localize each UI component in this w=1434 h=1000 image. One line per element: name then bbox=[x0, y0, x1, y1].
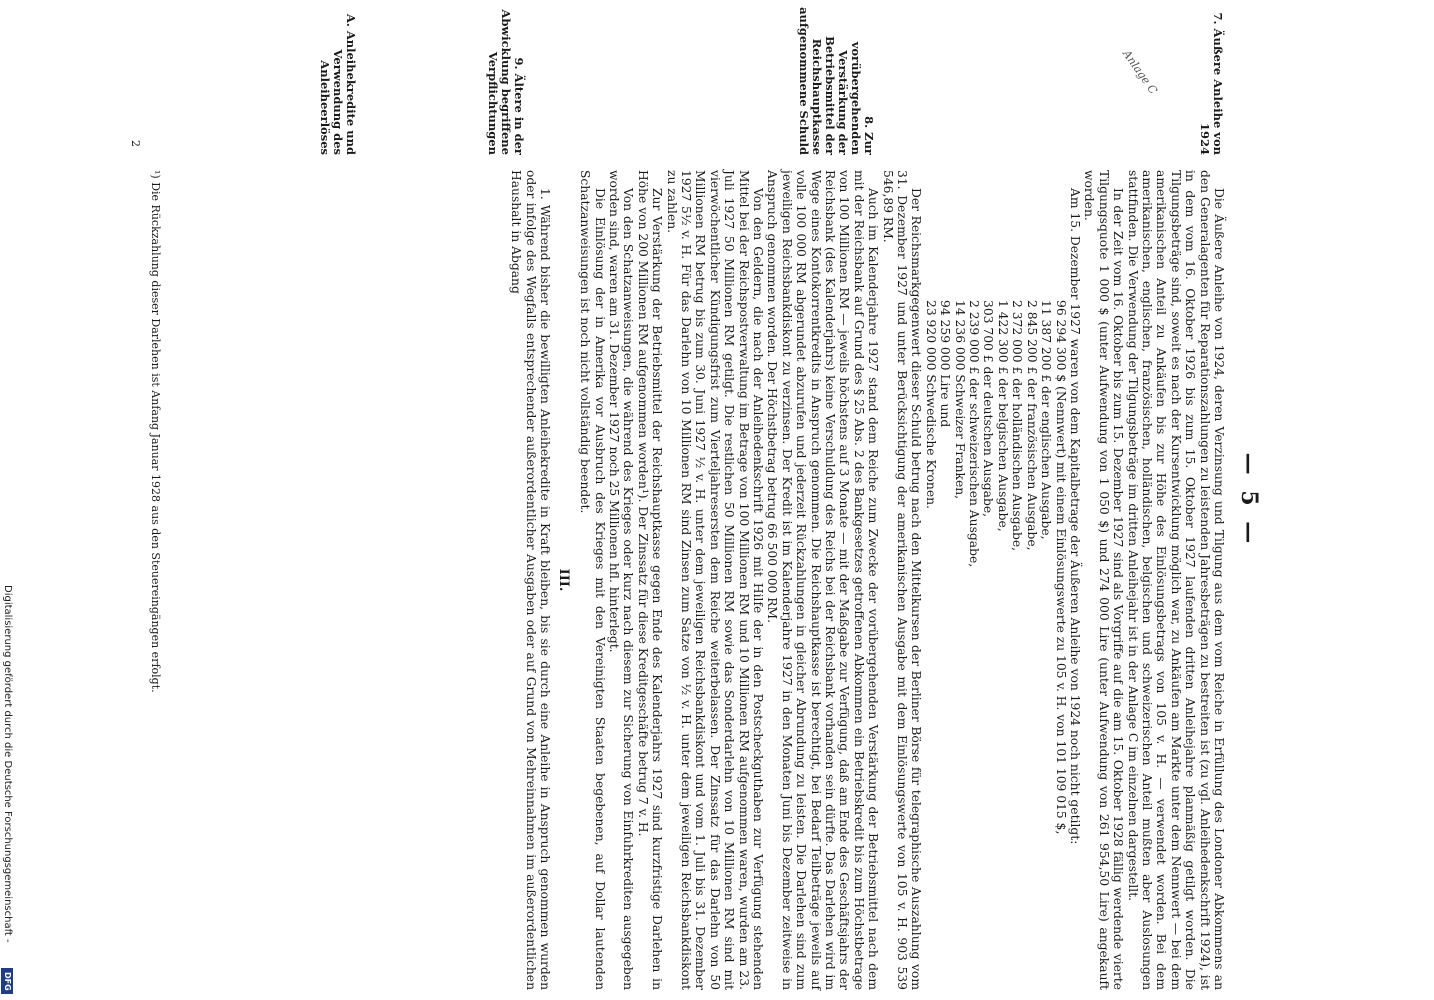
paragraph: Die Äußere Anleihe von 1924, deren Verzinsung und Tilgung aus dem vom Reiche in Erfüllung des Londoner Abkommens an den Generalagenten für Reparationszahlungen zu leistenden Jahresbeträgen zu bestreiten ist (zu vgl. Anleihedenkschrift 1924), ist in dem vom 16. Oktober 1926 bis zum 15. Oktober 1927 laufenden dritten Anleihejahre planmäßig getilgt worden. Die Tilgungsbeträge sind, soweit es nach der Kursentwicklung möglich war, zu Ankäufen am Markte unter dem Nennwert — bei dem amerikanischen Anteil zu Ankäufen bis zur Höhe des Einlösungsbetrags von 105 v. H. — verwendet worden. Bei dem amerikanischen, englischen, französischen, holländischen, belgischen und schweizerischen Anteil mußten aber Auslosungen stattfinden. Die Verwendung der Tilgungsbeträge im dritten Anleihejahr ist in der Anlage C im einzelnen dargestellt. bbox=[1125, 170, 1226, 990]
digitization-credit bbox=[0, 0, 14, 1000]
paragraph: Der Reichsmarkgegenwert dieser Schuld betrug nach den Mittelkursen der Berliner Börse für telegraphische Auszahlung vom 31. Dezember 1927 und unter Berücksichtigung der amerikanischen Ausgabe mit dem Einlösungswerte von 105 v. H. 903 539 546,89 RM. bbox=[880, 170, 924, 990]
amount-item: 303 700 £ der deutschen Ausgabe, bbox=[981, 300, 996, 518]
paragraph: Zur Verstärkung der Betriebsmittel der Reichshauptkasse gegen Ende des Kalenderjahrs 1927 sind kurzfristige Darlehen in Höhe von 200 Millionen RM aufgenommen worden¹). Der Zinssatz für diese Kreditgeschäfte betrug 7 v. H. bbox=[635, 170, 665, 990]
paragraph: Von den Schatzanweisungen, die während des Krieges oder kurz nach diesem zur Sicherung von Einfuhrkrediten ausgegeben worden sind, waren am 31. Dezember 1927 noch 25 Millionen hfl. hinterlegt. bbox=[606, 170, 636, 990]
sheet-number: 2 bbox=[129, 140, 142, 147]
document-page bbox=[130, 5, 1270, 995]
margin-note-7: 7. Äußere Anleihe von 1924 bbox=[1198, 12, 1225, 155]
credit-text: Digitalisierung gefördert durch die Deutsche Forschungsgemeinschaft - bbox=[2, 585, 13, 943]
dfg-logo: DFG bbox=[1, 968, 13, 994]
amount-item: 94 259 000 Lire und bbox=[938, 300, 953, 428]
margin-note-a: A. Anleihekredite und Verwendung des Anleiheerlöses bbox=[318, 13, 358, 155]
page-number: — 5 — bbox=[1236, 452, 1262, 548]
amount-item: 23 920 000 Schwedische Kronen. bbox=[923, 300, 938, 509]
amount-item: 2 845 200 £ der französischen Ausgabe, bbox=[1024, 300, 1039, 551]
footnote: ¹) Die Rückzahlung dieser Darlehen ist Anfang Januar 1928 aus den Steuereingängen erfolgt. bbox=[149, 170, 162, 693]
amount-item: 2 372 000 £ der holländischen Ausgabe, bbox=[1010, 300, 1025, 551]
paragraph: In der Zeit vom 16. Oktober bis zum 15. Dezember 1927 sind als Vorgriffe auf die am 15. Oktober 1928 fällig werdende vierte Tilgungsquote 1 000 $ (unter Aufwendung von 1 050 $) und 274 000 Lire (unter Aufwendung von 261 954,50 Lire) angekauft worden. bbox=[1082, 170, 1126, 990]
paragraph: 1. Während bisher die bewilligten Anleihekredite in Kraft bleiben, bis sie durch eine Anleihe in Anspruch genommen wurden oder infolge des Wegfalls entsprechender außerordentlicher Ausgaben oder auf Grund von Mehreinnahmen im außerordentlichen Haushalt in Abgang bbox=[509, 170, 553, 990]
main-text bbox=[509, 170, 1226, 990]
paragraph: Die Einlösung der in Amerika vor Ausbruch des Krieges mit den Vereinigten Staaten begebenen, auf Dollar lautenden Schatzanweisungen ist noch nicht vollständig beendet. bbox=[578, 170, 607, 990]
paragraph: Von den Geldern, die nach der Anleihedenkschrift 1926 mit Hilfe der in den Postscheckguthaben zur Verfügung stehenden Mittel bei der Reichspostverwaltung im Betrage von 100 Millionen RM und 10 Millionen RM aufgenommen waren, wurden am 23. Juli 1927 50 Millionen RM getilgt. Die restlichen 50 Millionen RM sowie das Sonderdarlehn von 10 Millionen RM sind mit vierwöchentlicher Kündigungsfrist zum Vierteljahresersten dem Reiche weiterbelassen. Der Zinssatz für das Darlehn von 50 Millionen RM betrug bis zum 30. Juni 1927 ½ v. H. unter dem jeweiligen Reichsbankdiskont und vom 1. Juli bis 31. Dezember 1927 5½ v. H. Für das Darlehn von 10 Millionen RM sind Zinsen zum Satze von ½ v. H. unter dem jeweiligen Reichsbankdiskont zu zahlen. bbox=[664, 170, 765, 990]
amount-item: 1 422 300 £ der belgischen Ausgabe, bbox=[995, 300, 1010, 532]
amount-item: 11 387 200 £ der englischen Ausgabe, bbox=[1039, 300, 1054, 540]
amount-item: 96 294 300 $ (Nennwert) mit einem Einlösungswerte zu 105 v. H. von 101 109 015 $, bbox=[1053, 300, 1068, 835]
margin-note-9: 9. Ältere in der Abwicklung begriffene Verpflichtungen bbox=[486, 9, 526, 155]
amount-item: 14 236 000 Schweizer Franken, bbox=[952, 300, 967, 500]
section-heading: III. bbox=[555, 568, 571, 592]
paragraph: Auch im Kalenderjahre 1927 stand dem Reiche zum Zwecke der vorübergehenden Verstärkung der Betriebsmittel nach dem mit der Reichsbank auf Grund des § 25 Abs. 2 des Bankgesetzes getroffenen Abkommen ein Betriebskredit bis zum Höchstbetrage von 100 Millionen RM — jeweils höchstens auf 3 Monate — mit der Maßgabe zur Verfügung, daß am Ende des Geschäftsjahrs der Reichsbank (des Kalenderjahrs) keine Verschuldung des Reichs bei der Reichsbank vorhanden sein dürfte. Das Darlehen wird im Wege eines Kontokorrentkredits in Anspruch genommen. Die Reichshauptkasse ist berechtigt, bei Bedarf Teilbeträge jeweils auf volle 100 000 RM abgerundet abzurufen und jederzeit Rückzahlungen in gleicher Abrundung zu leisten. Die Darlehen sind zum jeweiligen Reichsbankdiskont zu verzinsen. Der Kredit ist im Kalenderjahre 1927 in den Monaten Juni bis Dezember zeitweise in Anspruch genommen worden. Der Höchstbetrag betrug 66 500 000 RM. bbox=[765, 170, 881, 990]
amount-item: 2 239 000 £ der schweizerischen Ausgabe, bbox=[967, 300, 982, 568]
margin-note-8: 8. Zur vorübergehenden Verstärkung der Betriebsmittel der Reichshauptkasse aufgenommene Schuld bbox=[797, 7, 876, 155]
amount-list bbox=[923, 300, 1067, 990]
paragraph: Am 15. Dezember 1927 waren von dem Kapitalbetrage der Äußeren Anleihe von 1924 noch nicht getilgt: bbox=[1067, 188, 1082, 845]
handwritten-annotation: Anlage C bbox=[1120, 47, 1160, 97]
